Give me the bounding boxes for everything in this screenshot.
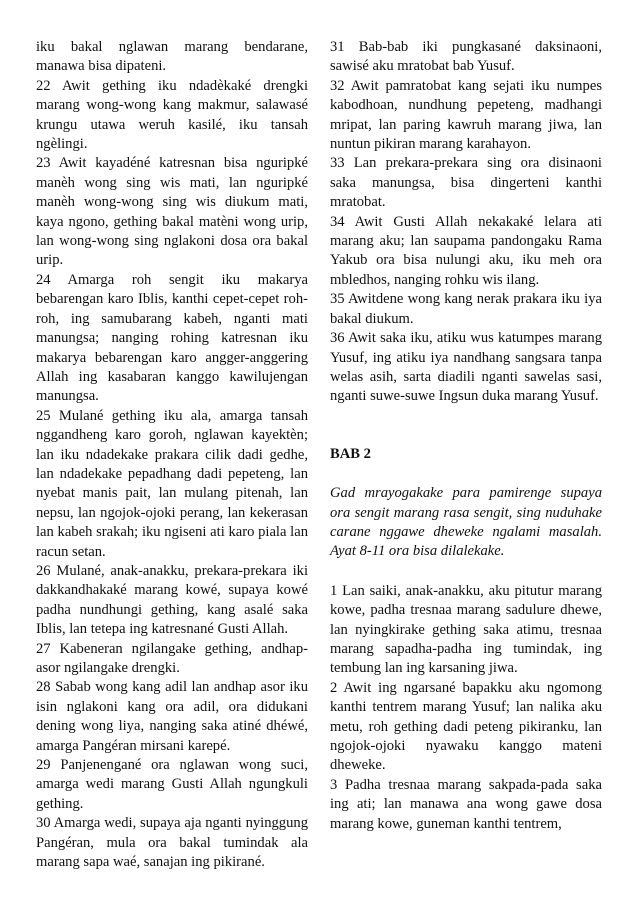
verse-paragraph: 24 Amarga roh sengit iku makarya bebarengan karo Iblis, kanthi cepet-cepet roh-roh, ing samubarang kabeh, nganti mati manungsa; nanging rohing katresnan iku makarya bebarengan karo angger-anggering Allah ing kasabaran kanggo kawilujengan manungsa. <box>36 271 308 405</box>
verse-paragraph: 3 Padha tresnaa marang sakpada-pada saka ing ati; lan manawa ana wong gawe dosa marang kowe, guneman kanthi tentrem, <box>330 776 602 832</box>
verse-paragraph: 35 Awitdene wong kang nerak prakara iku iya bakal diukum. <box>330 291 602 327</box>
verse-paragraph: 32 Awit pamratobat kang sejati iku numpes kabodhoan, nundhung pepeteng, madhangi mripat, lan paring kawruh marang jiwa, lan nuntun pikiran marang karahayon. <box>330 77 602 153</box>
verse-paragraph: 1 Lan saiki, anak-anakku, aku pitutur marang kowe, padha tresnaa marang sadulure dhewe, lan nyingkirake gething saka atimu, tresnaa marang sapadha-padha ing tumindak, ing tembung lan ing karsaning jiwa. <box>330 582 602 677</box>
verse-paragraph: 2 Awit ing ngarsané bapakku aku ngomong kanthi tentrem marang Yusuf; lan nalika aku metu, roh gething dadi peteng pikiranku, lan ngojok-ojoki nyawaku kanggo mateni dheweke. <box>330 679 602 774</box>
verse-paragraph: 34 Awit Gusti Allah nekakaké lelara ati marang aku; lan saupama pandongaku Rama Yakub ora bisa nulungi aku, iku meh ora mbledhos, nanging rohku wis ilang. <box>330 213 602 288</box>
chapter-heading: BAB 2 <box>330 445 371 462</box>
verse-paragraph: 33 Lan prekara-prekara sing ora disinaoni saka manungsa, bisa dingerteni kanthi mratobat. <box>330 155 602 211</box>
spacer <box>330 407 602 445</box>
verse-paragraph: 31 Bab-bab iki pungkasané daksinaoni, sawisé aku mratobat bab Yusuf. <box>330 39 602 75</box>
verse-paragraph: 22 Awit gething iku ndadèkaké drengki marang wong-wong kang makmur, salawasé krungu utawa weruh kasilé, iku tansah ngèlingi. <box>36 77 308 153</box>
verse-paragraph: 29 Panjenengané ora nglawan wong suci, amarga wedi marang Gusti Allah ngungkuli gething. <box>36 757 308 812</box>
spacer <box>330 464 602 484</box>
verse-paragraph: 25 Mulané gething iku ala, amarga tansah nggandheng karo goroh, nglawan kayektèn; lan iku ndadekake prakara cilik dadi gedhe, lan ndadekake pepadhang dadi pepeteng, lan nyebat manis pait, lan mulang pitenah, lan nepsu, lan ngojok-ojoki perang, lan kekerasan lan kabeh srakah; iku ngiseni ati karo piala lan racun setan. <box>36 407 308 560</box>
verse-paragraph: 27 Kabeneran ngilangake gething, andhap-asor ngilangake drengki. <box>36 640 308 676</box>
left-column <box>36 38 308 872</box>
right-column <box>330 38 602 834</box>
verse-paragraph: iku bakal nglawan marang bendarane, manawa bisa dipateni. <box>36 39 308 75</box>
verse-paragraph: 23 Awit kayadéné katresnan bisa nguripké manèh wong sing wis mati, lan nguripké manèh wong-wong sing wis diukum mati, kaya ngono, gething bakal matèni wong urip, lan wong-wong sing nglakoni dosa ora bakal urip. <box>36 155 308 269</box>
verse-paragraph: 28 Sabab wong kang adil lan andhap asor iku isin nglakoni kang ora adil, ora didukani dening wong liya, nanging saka atiné dhéwé, amarga Pangéran mirsani karepé. <box>36 679 308 754</box>
chapter-summary: Gad mrayogakake para pamirenge supaya ora sengit marang rasa sengit, sing nuduhake carane nggawe dheweke ngalami masalah. Ayat 8-11 ora bisa dilalekake. <box>330 485 602 560</box>
verse-paragraph: 30 Amarga wedi, supaya aja nganti nyinggung Pangéran, mula ora bakal tumindak ala marang sapa waé, sanajan ing pikirané. <box>36 815 308 871</box>
verse-paragraph: 26 Mulané, anak-anakku, prekara-prekara iki dakkandhakaké marang kowé, supaya kowé padha nundhungi gething, kang asalé saka Iblis, lan tetepa ing katresnané Gusti Allah. <box>36 562 308 638</box>
spacer <box>330 562 602 582</box>
verse-paragraph: 36 Awit saka iku, atiku wus katumpes marang Yusuf, ing atiku iya nandhang sangsara tanpa welas asih, sarta diadili nganti sawelas sasi, nganti suwe-suwe Ingsun duka marang Yusuf. <box>330 330 602 405</box>
